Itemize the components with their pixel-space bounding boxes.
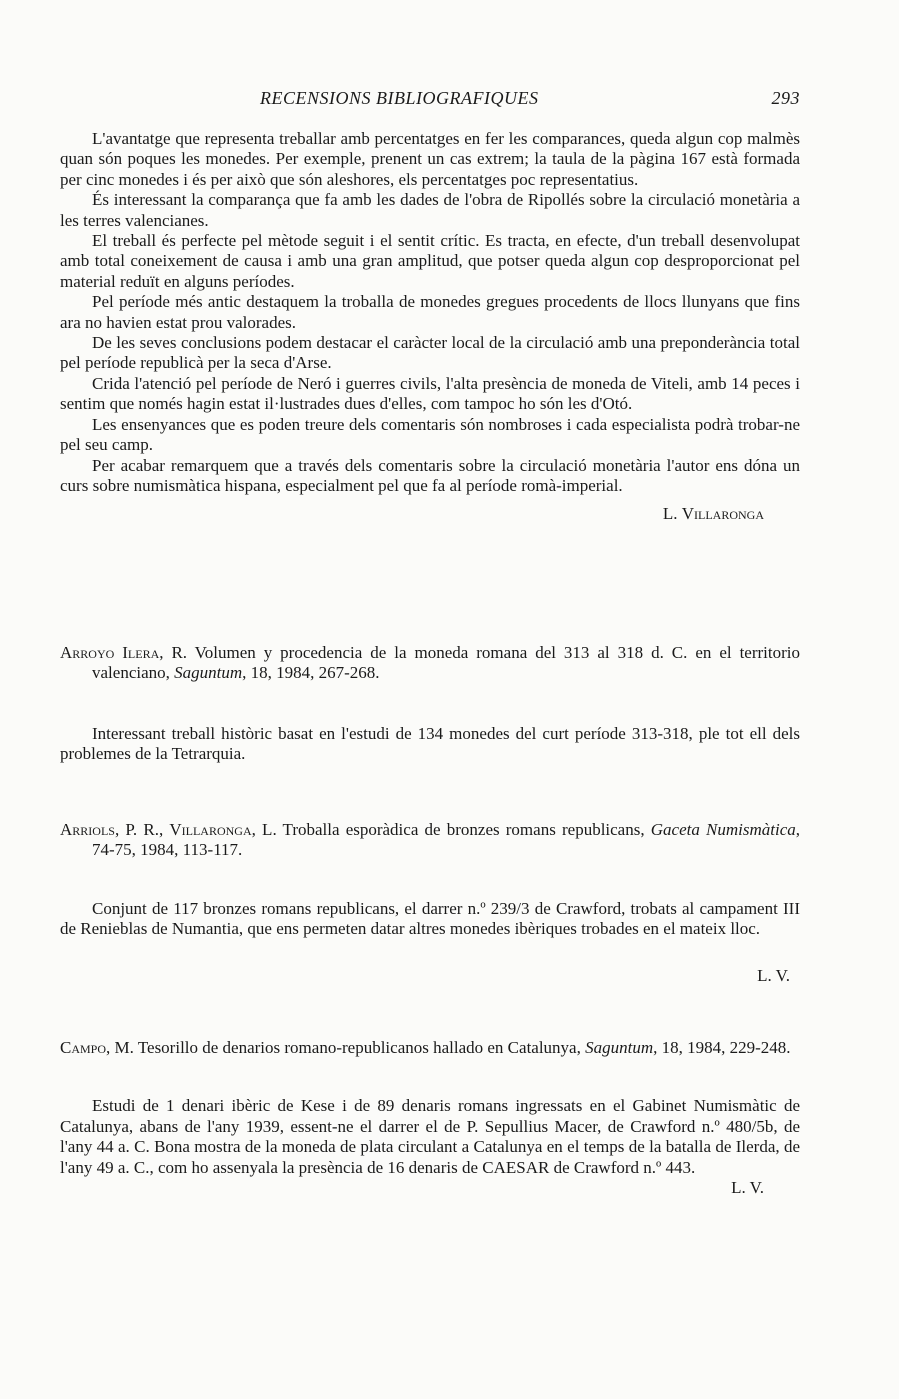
reference-author: Arriols: [60, 820, 115, 839]
review-body: Conjunt de 117 bronzes romans republicans, el darrer n.º 239/3 de Crawford, trobats al campament III de Renieblas de Numantia, que ens permeten datar altres monedes ibèriques trobades en el mateix lloc.: [60, 898, 800, 939]
reference-title: , M. Tesorillo de denarios romano-republicanos hallado en Catalunya,: [106, 1038, 586, 1057]
review-campo: [60, 1038, 800, 1198]
reference-details: , 18, 1984, 267-268.: [242, 663, 380, 683]
reference-journal: Saguntum: [585, 1038, 654, 1057]
signature-initial: L.: [662, 504, 678, 524]
running-header: [60, 88, 800, 112]
reviewer-signature: L. V.: [731, 1178, 764, 1198]
reference-author: Campo: [60, 1038, 107, 1057]
bibliographic-reference: [60, 1038, 800, 1058]
reference-journal: Gaceta Numismàtica: [650, 820, 796, 839]
reference-author: Arroyo Ilera: [60, 643, 160, 662]
paragraph: Crida l'atenció pel període de Neró i guerres civils, l'alta presència de moneda de Viteli, amb 14 peces i sentim que només hagin estat il·lustrades dues d'elles, com tampoc ho són les d'Otó.: [60, 373, 800, 414]
reference-details: , 18, 1984, 229-248.: [653, 1038, 791, 1057]
bibliographic-reference: [60, 643, 800, 684]
review-body: Interessant treball històric basat en l'estudi de 134 monedes del curt període 313-318, ple tot ell dels problemes de la Tetrarquia.: [60, 723, 800, 764]
paragraph: L'avantatge que representa treballar amb percentatges en fer les comparances, queda algun cop malmès quan són poques les monedes. Per exemple, prenent un cas extrem; la taula de la pàgina 167 està formada per cinc monedes i és per això que són aleshores, els percentatges poc representatius.: [60, 129, 800, 189]
bibliographic-reference: [60, 820, 800, 861]
reference-author-2: Villaronga: [169, 820, 252, 839]
paragraph: Les ensenyances que es poden treure dels comentaris són nombroses i cada especialista podrà trobar-ne pel seu camp.: [60, 414, 800, 455]
page-number: 293: [771, 88, 800, 108]
review-arroyo: [60, 643, 800, 765]
paragraph: Per acabar remarquem que a través dels comentaris sobre la circulació monetària l'autor ens dóna un curs sobre numismàtica hispana, especialment pel que fa al període romà-imperial.: [60, 455, 800, 495]
paragraph: És interessant la comparança que fa amb les dades de l'obra de Ripollés sobre la circulació monetària a les terres valencianes.: [60, 190, 800, 230]
reference-details: , 74-75, 1984, 113-117.: [92, 820, 800, 860]
review-body: Estudi de 1 denari ibèric de Kese i de 89 denaris romans ingressats en el Gabinet Numismàtic de Catalunya, abans de l'any 1939, essent-ne el darrer el de P. Sepullius Macer, de Crawford n.º 480/5b, de l'any 44 a. C. Bona mostra de la moneda de plata circulant a Catalunya en el temps de la batalla de Ilerda, de l'any 49 a. C., com ho assenyala la presència de 16 denaris de CAESAR de Crawford n.º 443.: [60, 1096, 800, 1177]
paragraph: Pel període més antic destaquem la troballa de monedes gregues procedents de llocs llunyans que fins ara no havien estat prou valorades.: [60, 292, 800, 332]
reviewer-signature: [60, 504, 800, 524]
reviewer-signature: L. V.: [757, 965, 790, 985]
reference-title: , L. Troballa esporàdica de bronzes romans republicans,: [251, 820, 651, 839]
review-villaronga: [60, 129, 800, 525]
reference-journal: Saguntum: [174, 663, 243, 683]
signature-name: Villaronga: [681, 504, 764, 524]
review-arriols: [60, 820, 800, 986]
running-title: RECENSIONS BIBLIOGRAFIQUES: [260, 88, 539, 108]
paragraph: De les seves conclusions podem destacar el caràcter local de la circulació amb una preponderància total pel període republicà per la seca d'Arse.: [60, 333, 800, 373]
paragraph: El treball és perfecte pel mètode seguit i el sentit crític. Es tracta, en efecte, d'un treball desenvolupat amb total coneixement de causa i amb una gran amplitud, que potser queda algun cop desproporcionat pel material reduït en alguns períodes.: [60, 231, 800, 291]
reference-author-mid: , P. R.,: [114, 820, 170, 839]
reference-title: , R. Volumen y procedencia de la moneda romana del 313 al 318 d. C. en el territorio valenciano,: [92, 643, 800, 683]
